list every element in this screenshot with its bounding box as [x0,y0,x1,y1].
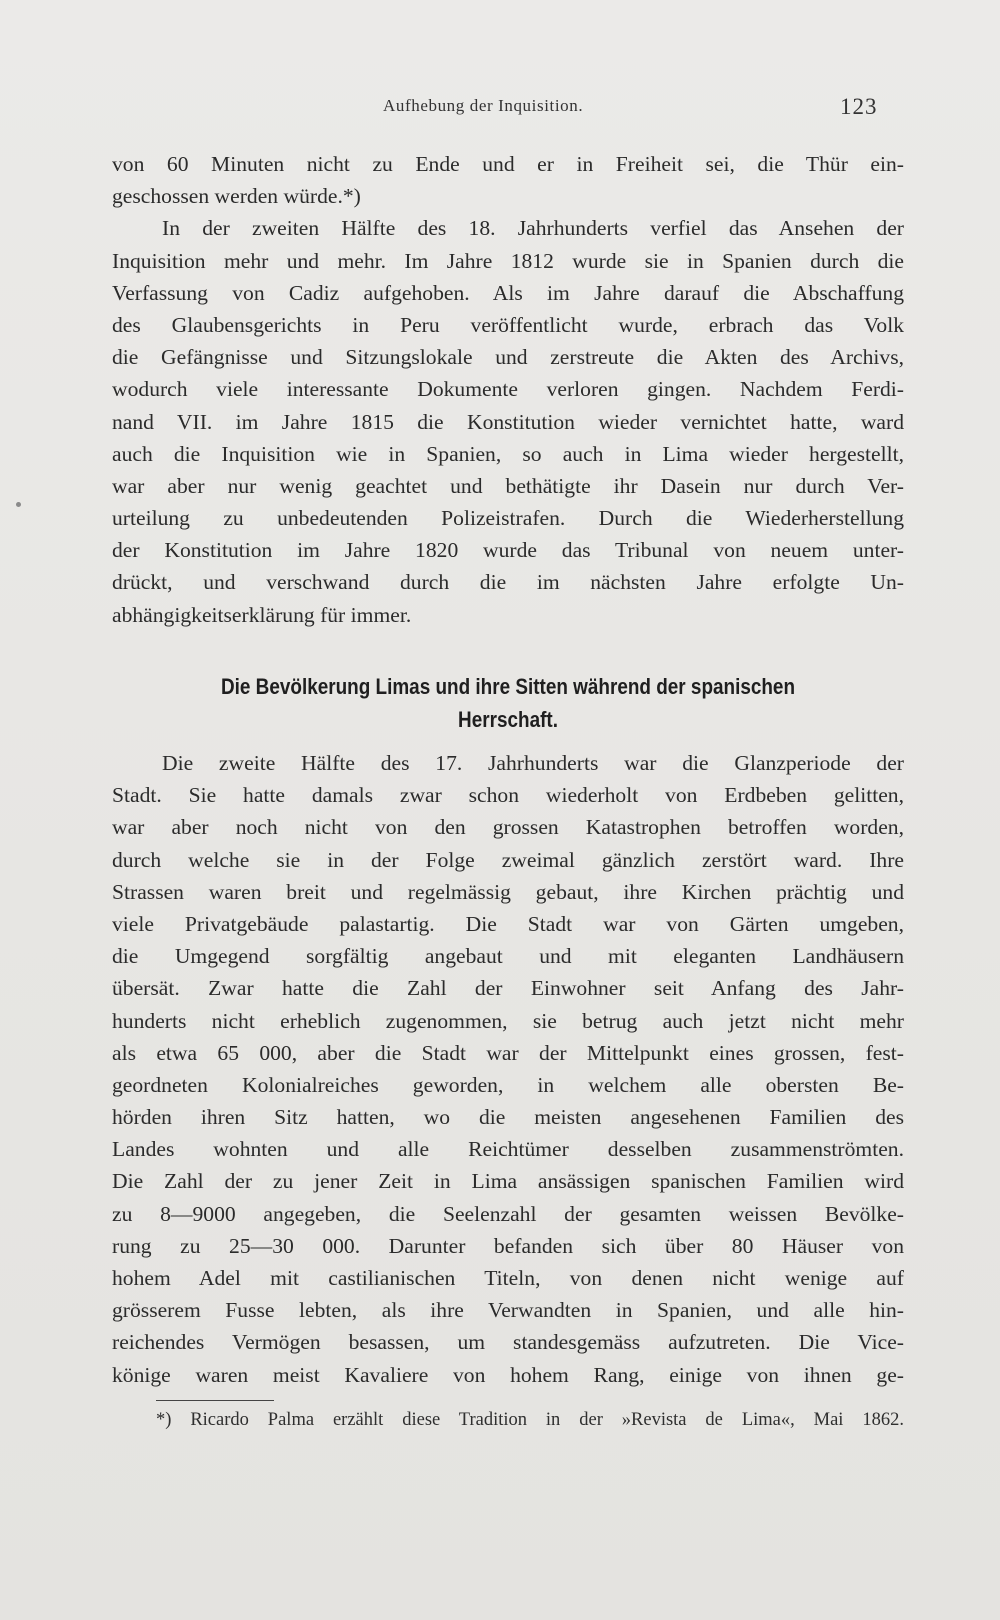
text-line: hörden ihren Sitz hatten, wo die meisten angesehenen Familien des [112,1105,904,1130]
section-heading-line: Herrschaft. [458,707,558,732]
text-line: urteilung zu unbedeutenden Polizeistrafen. Durch die Wiederherstellung [112,506,904,531]
text-line: könige waren meist Kavaliere von hohem Rang, einige von ihnen ge- [112,1362,904,1387]
running-head [0,96,1000,126]
text-line: wodurch viele interessante Dokumente verloren gingen. Nachdem Ferdi- [112,377,904,402]
text-line: geschossen werden würde.*) [112,184,361,209]
footnote: *) Ricardo Palma erzählt diese Tradition in der »Revista de Lima«, Mai 1862. [156,1410,904,1430]
footnote-rule [156,1400,274,1401]
section-heading-line: Die Bevölkerung Limas und ihre Sitten während der spanischen [220,674,796,699]
text-line: Stadt. Sie hatte damals zwar schon wiederholt von Erdbeben gelitten, [112,783,904,808]
text-line: hohem Adel mit castilianischen Titeln, von denen nicht wenige auf [112,1266,904,1290]
text-line: der Konstitution im Jahre 1820 wurde das Tribunal von neuem unter- [112,538,904,563]
text-line: grösserem Fusse lebten, als ihre Verwandten in Spanien, und alle hin- [112,1298,904,1323]
text-line: als etwa 65 000, aber die Stadt war der Mittelpunkt eines grossen, fest- [112,1040,904,1065]
text-line: viele Privatgebäude palastartig. Die Stadt war von Gärten umgeben, [112,911,904,936]
text-line: die Umgegend sorgfältig angebaut und mit eleganten Landhäusern [112,944,904,969]
text-line: Die zweite Hälfte des 17. Jahrhunderts war die Glanzperiode der [162,751,904,775]
text-line: Strassen waren breit und regelmässig gebaut, ihre Kirchen prächtig und [112,879,904,904]
text-line: auch die Inquisition wie in Spanien, so auch in Lima wieder hergestellt, [112,441,904,466]
text-line: Inquisition mehr und mehr. Im Jahre 1812 wurde sie in Spanien durch die [112,248,904,273]
text-line: zu 8—9000 angegeben, die Seelenzahl der gesamten weissen Bevölke- [112,1201,904,1226]
text-line: die Gefängnisse und Sitzungslokale und zerstreute die Akten des Archivs, [112,345,904,370]
text-line: In der zweiten Hälfte des 18. Jahrhunderts verfiel das Ansehen der [162,216,904,241]
body-text-bottom [112,747,904,1391]
paper-speck [16,502,21,507]
text-line: nand VII. im Jahre 1815 die Konstitution wieder vernichtet hatte, ward [112,409,904,434]
text-line: Landes wohnten und alle Reichtümer desselben zusammenströmten. [112,1137,904,1162]
text-line: geordneten Kolonialreiches geworden, in welchem alle obersten Be- [112,1072,904,1097]
text-line: durch welche sie in der Folge zweimal gänzlich zerstört ward. Ihre [112,847,904,872]
text-line: von 60 Minuten nicht zu Ende und er in Freiheit sei, die Thür ein- [112,152,904,176]
text-line: Die Zahl der zu jener Zeit in Lima ansässigen spanischen Familien wird [112,1169,904,1194]
text-line: des Glaubensgerichts in Peru veröffentlicht wurde, erbrach das Volk [112,312,904,337]
section-heading [167,670,848,736]
text-line: übersät. Zwar hatte die Zahl der Einwohner seit Anfang des Jahr- [112,976,904,1001]
running-title: Aufhebung der Inquisition. [383,96,584,115]
text-line: drückt, und verschwand durch die im nächsten Jahre erfolgte Un- [112,570,904,595]
text-line: Verfassung von Cadiz aufgehoben. Als im Jahre darauf die Abschaffung [112,280,904,305]
text-line: hunderts nicht erheblich zugenommen, sie betrug auch jetzt nicht mehr [112,1008,904,1033]
body-text-top [112,148,904,631]
page-number: 123 [840,94,878,119]
text-line: abhängigkeitserklärung für immer. [112,602,412,627]
text-line: war aber nur wenig geachtet und bethätigte ihr Dasein nur durch Ver- [112,473,904,498]
text-line: war aber noch nicht von den grossen Katastrophen betroffen worden, [112,815,904,840]
text-line: rung zu 25—30 000. Darunter befanden sich über 80 Häuser von [112,1233,904,1258]
text-line: reichendes Vermögen besassen, um standesgemäss aufzutreten. Die Vice- [112,1330,904,1355]
